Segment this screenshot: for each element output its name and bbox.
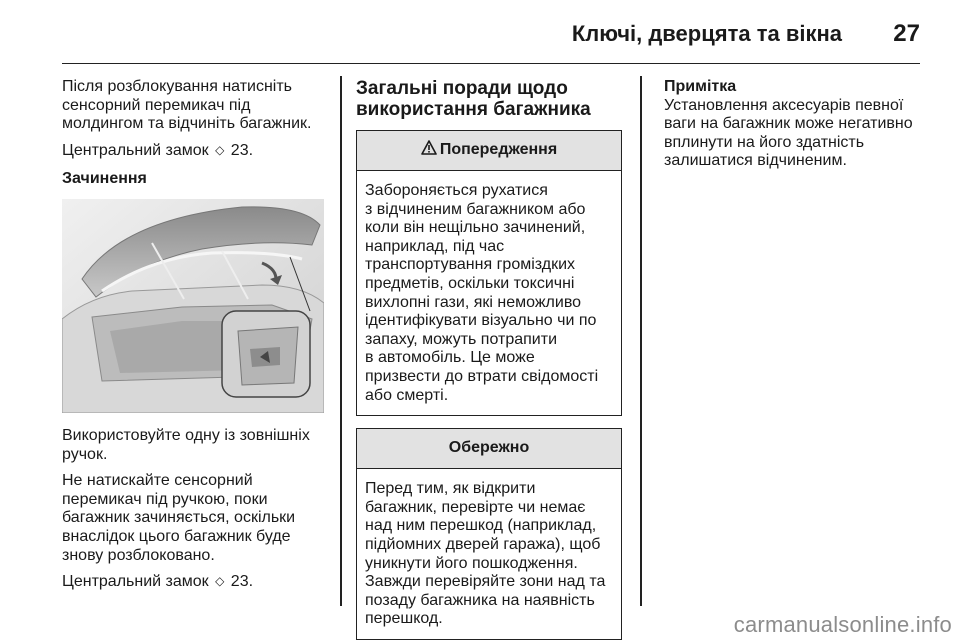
page-reference-icon: ◇	[215, 142, 225, 157]
warning-box	[356, 130, 622, 416]
cross-reference-central-lock: Центральний замок ◇ 23.	[62, 573, 254, 591]
note-text: Установлення аксесуарів певної ваги на багажник може негативно вплинути на його здатність залишатися відчиненим.	[664, 96, 913, 170]
warning-header: Попередження	[357, 131, 621, 171]
cross-reference-central-lock: Центральний замок ◇ 23.	[62, 141, 254, 159]
car-trunk-illustration-icon	[62, 199, 324, 413]
unlock-instructions: Після розблокування натисніть сенсорний перемикач під молдингом та відчиніть багажник.	[62, 78, 312, 133]
column-divider-left	[340, 76, 342, 606]
note-title: Примітка	[664, 78, 737, 95]
column-divider-right	[640, 76, 642, 606]
page-number: 27	[893, 20, 920, 47]
caution-box	[356, 428, 622, 640]
column-right	[664, 78, 926, 171]
warning-text: Забороняється рухатися з відчиненим багажником або коли він нещільно зачинений, наприклад, під час транспортування громіздких предметів, оскільки токсичні вихлопні гази, які неможливо ідентифікувати візуально чи по запаху, можуть потрапити в автомобіль. Це може призвести до втрати свідомості або смерті.	[365, 182, 599, 404]
page-reference-icon: ◇	[215, 574, 225, 589]
section-title: Загальні поради щодо використання багажника	[356, 78, 591, 120]
caution-header: Обережно	[357, 429, 621, 469]
closing-instructions: Використовуйте одну із зовнішніх ручок.	[62, 426, 310, 463]
column-middle	[356, 78, 622, 642]
page-title: Ключі, дверцята та вікна	[571, 21, 842, 46]
closing-subheading: Зачинення	[62, 170, 147, 188]
caution-text: Перед тим, як відкрити багажник, перевірте чи немає над ним перешкод (наприклад, підйомних дверей гаража), щоб уникнути його пошкодження. Завжди перевіряйте зони над та позаду багажника на наявність перешкод.	[365, 480, 606, 628]
column-left	[62, 78, 324, 600]
page-header	[62, 14, 920, 64]
closing-warning-text: Не натискайте сенсорний перемикач під ручкою, поки багажник зачиняється, оскільки внаслідок цього багажник буде знову розблоковано.	[62, 472, 296, 564]
watermark: carmanualsonline.info	[733, 612, 952, 637]
warning-triangle-icon	[421, 140, 437, 161]
